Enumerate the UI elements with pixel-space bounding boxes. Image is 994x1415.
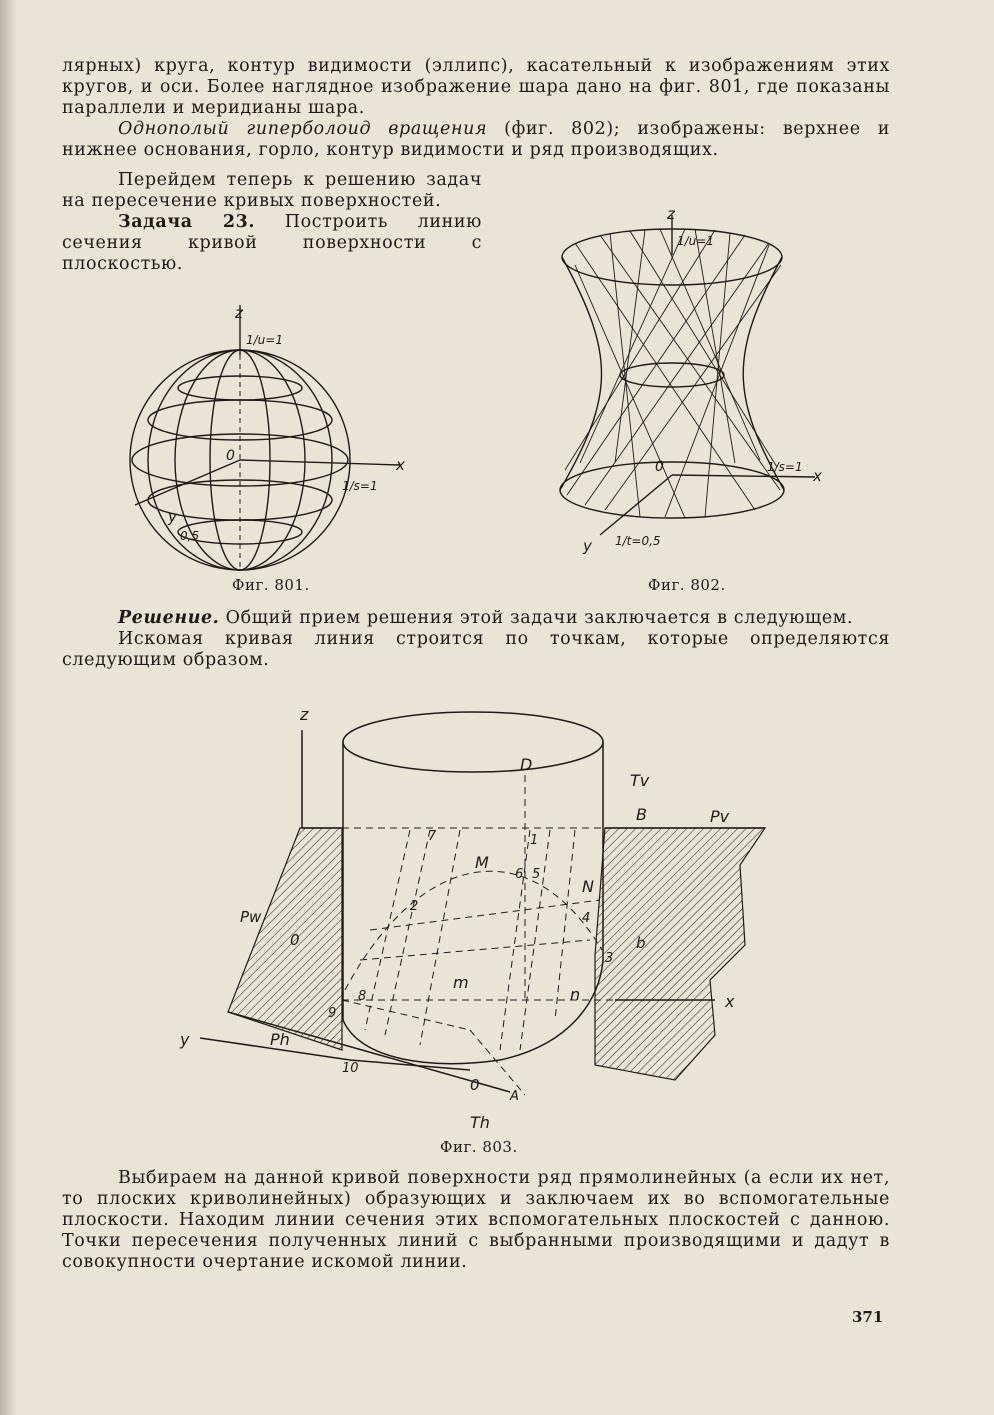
task-block xyxy=(62,170,482,275)
figure-802-hyperboloid xyxy=(545,205,845,560)
fig803-point-5: 5 xyxy=(532,867,541,882)
fig803-origin-left: 0 xyxy=(290,931,300,949)
fig803-Pv-label: Pv xyxy=(710,807,730,826)
figure-802-caption: Фиг. 802. xyxy=(648,576,726,594)
fig803-Tv-label: Tv xyxy=(630,771,650,790)
final-block xyxy=(62,1168,890,1273)
paragraph-2 xyxy=(62,119,890,161)
fig802-u-label: 1/u=1 xyxy=(677,234,714,248)
solution-paragraph xyxy=(62,608,890,629)
fig803-D-label: D xyxy=(520,755,533,774)
task-23 xyxy=(62,212,482,275)
fig802-z-label: z xyxy=(667,205,675,223)
fig803-A-label: A xyxy=(510,1089,519,1104)
fig803-point-2: 2 xyxy=(410,899,419,914)
term-hyperboloid: Однополый гиперболоид вращения xyxy=(118,119,488,139)
fig803-point-9: 9 xyxy=(328,1006,337,1021)
fig801-y-label: y xyxy=(168,508,177,526)
fig803-point-7: 7 xyxy=(428,829,437,844)
right-hatched-face xyxy=(595,828,765,1080)
fig803-m-label: m xyxy=(453,973,469,992)
figure-803-cylinder-section xyxy=(170,700,790,1140)
figure-801-sphere xyxy=(110,300,430,580)
fig803-Ph-label: Ph xyxy=(270,1030,290,1049)
fig802-s-label: 1/s=1 xyxy=(767,460,803,474)
page-number: 371 xyxy=(852,1308,884,1326)
page-edge-shadow xyxy=(0,0,18,1415)
paragraph-1: лярных) круга, контур видимости (эллипс), касательный к изображениям этих кругов, и оси. Более наглядное изображение шара дано на фиг. 801, где показаны параллели и меридианы шара. xyxy=(62,56,890,118)
fig801-s-label: 1/s=1 xyxy=(342,479,378,493)
fig803-Pw-label: Pw xyxy=(240,908,262,926)
fig801-t-label: 0,5 xyxy=(180,529,200,543)
fig801-origin-label: 0 xyxy=(226,448,235,464)
paragraph-intro xyxy=(62,56,890,161)
fig801-u-label: 1/u=1 xyxy=(246,333,283,347)
fig803-point-3: 3 xyxy=(605,951,614,966)
fig802-t-label: 1/t=0,5 xyxy=(615,534,661,548)
fig802-origin-label: 0 xyxy=(655,459,664,475)
fig803-B-label: B xyxy=(636,805,647,824)
fig803-point-8: 8 xyxy=(358,989,367,1004)
paragraph-3: Перейдем теперь к решению задач на пересечение кривых поверхностей. xyxy=(62,170,482,211)
task-text: Построить линию сечения кривой поверхности с плоскостью. xyxy=(62,212,482,274)
solution-label: Решение. xyxy=(118,608,220,628)
fig803-z-label: z xyxy=(300,705,309,724)
fig801-x-label: x xyxy=(396,456,405,474)
fig803-b-label: b xyxy=(636,934,646,952)
paragraph-5: Искомая кривая линия строится по точкам, которые определяются следующим образом. xyxy=(62,629,890,670)
fig802-x-label: x xyxy=(813,467,822,485)
solution-text: Общий прием решения этой задачи заключается в следующем. xyxy=(219,608,854,628)
fig803-y-label: y xyxy=(180,1030,190,1049)
fig803-point-6: 6 xyxy=(515,867,524,882)
fig803-x-label: x xyxy=(725,992,735,1011)
fig803-M-label: M xyxy=(475,853,489,872)
figure-801-caption: Фиг. 801. xyxy=(232,576,310,594)
fig802-y-label: y xyxy=(583,537,592,555)
paragraph-6: Выбираем на данной кривой поверхности ряд прямолинейных (а если их нет, то плоских криволинейных) образующих и заключаем их во вспомогательные плоскости. Находим линии сечения этих вспомогательных плоскостей с данною. Точки пересечения полученных линий с выбранными производящими и дадут в совокупности очертание искомой линии. xyxy=(62,1168,890,1272)
paragraph-2-rest: (фиг. 802); изображены: верхнее и нижнее основания, горло, контур видимости и ряд производящих. xyxy=(62,119,890,160)
solution-block xyxy=(62,608,890,671)
fig801-z-label: z xyxy=(235,304,243,322)
figure-803-caption: Фиг. 803. xyxy=(440,1138,518,1156)
fig803-N-label: N xyxy=(582,877,594,896)
fig803-point-4: 4 xyxy=(582,911,591,926)
task-label: Задача 23. xyxy=(118,212,256,232)
fig803-origin-bottom: 0 xyxy=(470,1076,480,1094)
fig803-n-label: n xyxy=(570,985,581,1004)
fig803-point-10: 10 xyxy=(342,1061,359,1076)
fig803-point-1: 1 xyxy=(530,833,539,848)
fig803-Th-label: Th xyxy=(470,1113,490,1132)
